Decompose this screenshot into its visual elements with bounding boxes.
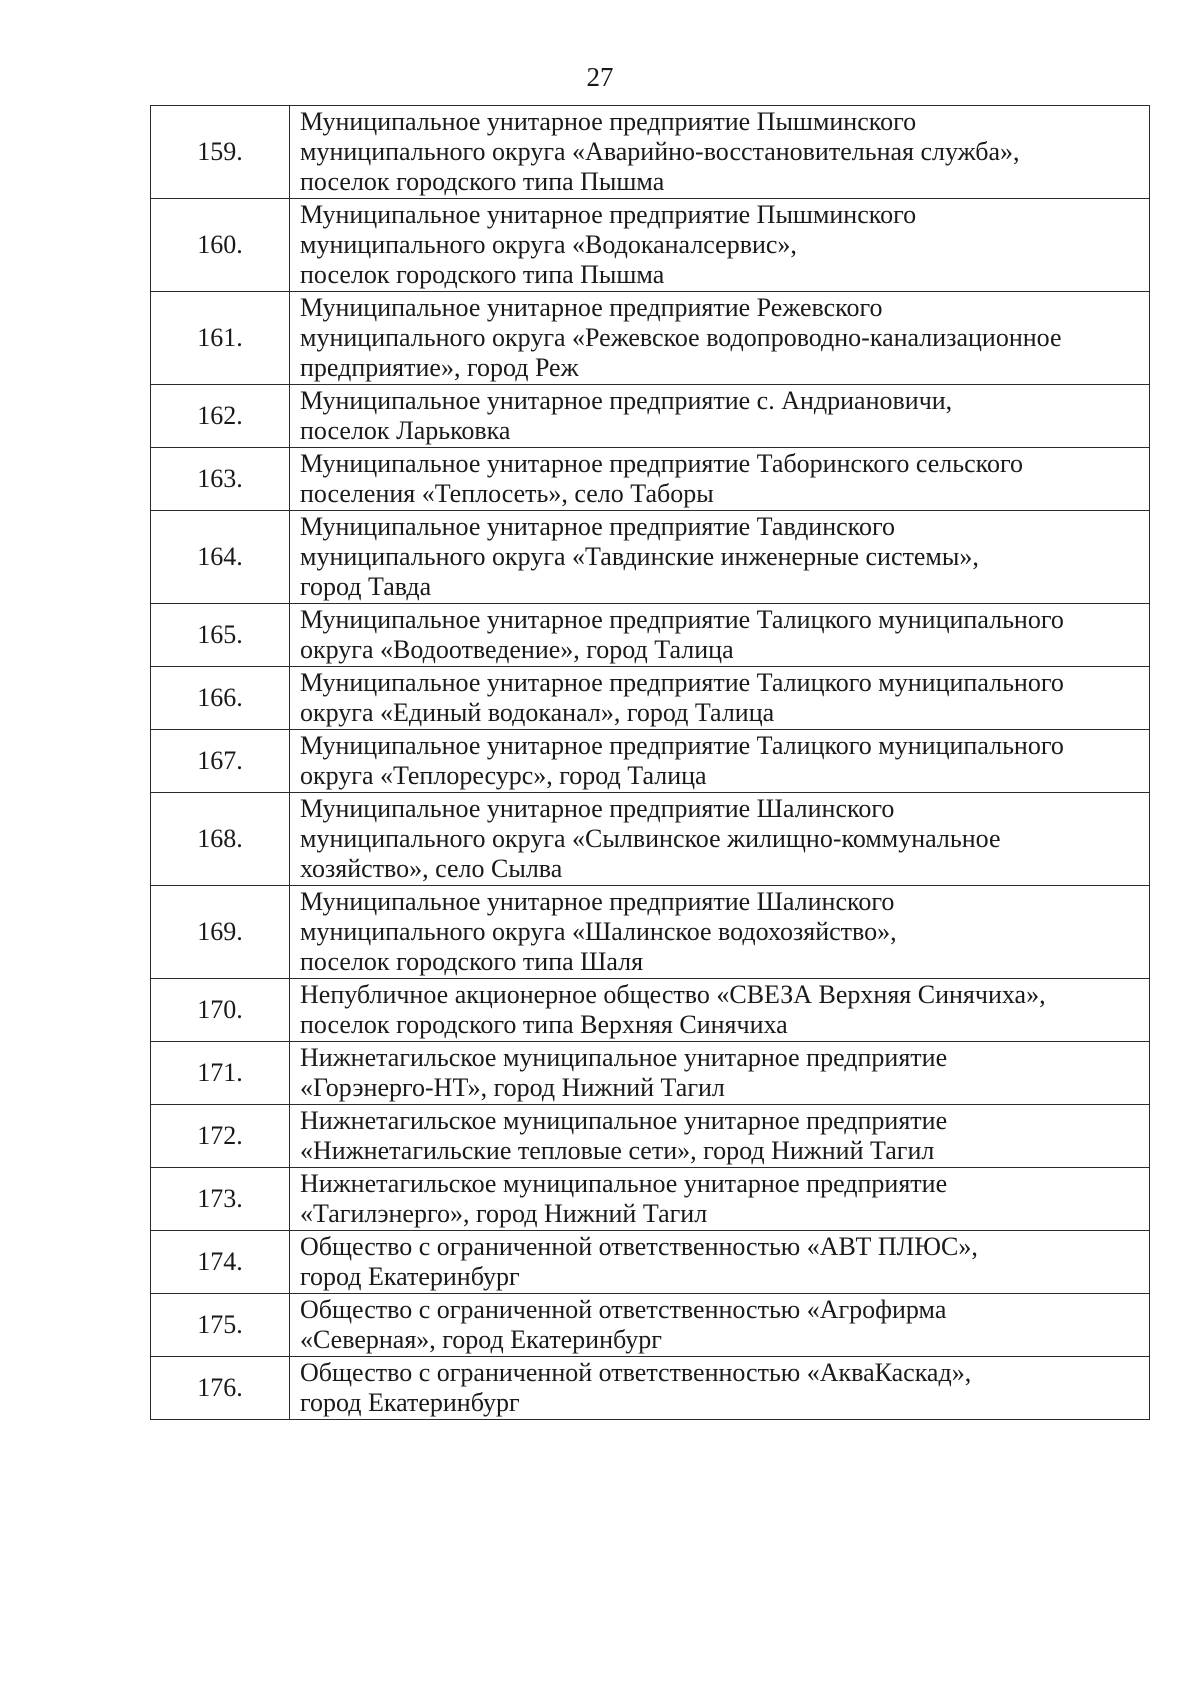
row-number: 175. xyxy=(151,1294,290,1357)
table-row xyxy=(151,1294,1150,1357)
table-row xyxy=(151,886,1150,979)
table-row xyxy=(151,385,1150,448)
table-row xyxy=(151,793,1150,886)
organization-name-line: Муниципальное унитарное предприятие с. Андриановичи, xyxy=(300,386,953,415)
table-row xyxy=(151,199,1150,292)
table-row xyxy=(151,106,1150,199)
row-number: 159. xyxy=(151,106,290,199)
row-number: 162. xyxy=(151,385,290,448)
organization-name xyxy=(290,1294,1150,1357)
organization-name-line: муниципального округа «Водоканалсервис», xyxy=(300,230,797,259)
organization-name-line: хозяйство», село Сылва xyxy=(300,854,563,883)
organization-name xyxy=(290,1105,1150,1168)
organization-name-line: округа «Водоотведение», город Талица xyxy=(300,635,734,664)
table-row xyxy=(151,604,1150,667)
organization-name-line: Общество с ограниченной ответственностью «Агрофирма xyxy=(300,1295,947,1324)
organization-name xyxy=(290,667,1150,730)
organization-name xyxy=(290,730,1150,793)
organization-name-line: поселок городского типа Верхняя Синячиха xyxy=(300,1010,788,1039)
organization-name xyxy=(290,793,1150,886)
organizations-table xyxy=(150,105,1150,1420)
organization-name-line: поселок городского типа Пышма xyxy=(300,260,665,289)
row-number: 174. xyxy=(151,1231,290,1294)
row-number: 170. xyxy=(151,979,290,1042)
organization-name-line: Общество с ограниченной ответственностью «АкваКаскад», xyxy=(300,1358,972,1387)
organization-name xyxy=(290,448,1150,511)
organization-name-line: город Екатеринбург xyxy=(300,1388,520,1417)
row-number: 173. xyxy=(151,1168,290,1231)
table-row xyxy=(151,448,1150,511)
organization-name-line: муниципального округа «Сылвинское жилищно-коммунальное xyxy=(300,824,1001,853)
table-row xyxy=(151,292,1150,385)
row-number: 165. xyxy=(151,604,290,667)
organization-name-line: Муниципальное унитарное предприятие Шалинского xyxy=(300,887,895,916)
organization-name xyxy=(290,1231,1150,1294)
organization-name-line: «Тагилэнерго», город Нижний Тагил xyxy=(300,1199,708,1228)
organization-name-line: Нижнетагильское муниципальное унитарное предприятие xyxy=(300,1169,948,1198)
organization-name-line: «Нижнетагильские тепловые сети», город Нижний Тагил xyxy=(300,1136,935,1165)
organization-name-line: Нижнетагильское муниципальное унитарное предприятие xyxy=(300,1043,948,1072)
row-number: 172. xyxy=(151,1105,290,1168)
organization-name xyxy=(290,292,1150,385)
organization-name xyxy=(290,106,1150,199)
organization-name-line: округа «Единый водоканал», город Талица xyxy=(300,698,775,727)
organizations-table-body xyxy=(151,106,1150,1420)
table-row xyxy=(151,511,1150,604)
row-number: 169. xyxy=(151,886,290,979)
organization-name-line: Муниципальное унитарное предприятие Режевского xyxy=(300,293,883,322)
organization-name xyxy=(290,604,1150,667)
row-number: 168. xyxy=(151,793,290,886)
organization-name-line: «Северная», город Екатеринбург xyxy=(300,1325,662,1354)
table-row xyxy=(151,1168,1150,1231)
organization-name xyxy=(290,886,1150,979)
organization-name-line: город Екатеринбург xyxy=(300,1262,520,1291)
organization-name-line: поселок городского типа Пышма xyxy=(300,167,665,196)
organization-name-line: Муниципальное унитарное предприятие Талицкого муниципального xyxy=(300,605,1064,634)
organization-name xyxy=(290,979,1150,1042)
organization-name xyxy=(290,199,1150,292)
table-row xyxy=(151,979,1150,1042)
organization-name-line: округа «Теплоресурс», город Талица xyxy=(300,761,707,790)
organization-name-line: поселок городского типа Шаля xyxy=(300,947,644,976)
row-number: 164. xyxy=(151,511,290,604)
organization-name-line: «Горэнерго-НТ», город Нижний Тагил xyxy=(300,1073,725,1102)
organization-name xyxy=(290,1042,1150,1105)
organization-name-line: Общество с ограниченной ответственностью «АВТ ПЛЮС», xyxy=(300,1232,978,1261)
page-number: 27 xyxy=(586,62,614,92)
organization-name xyxy=(290,385,1150,448)
row-number: 160. xyxy=(151,199,290,292)
table-row xyxy=(151,1042,1150,1105)
row-number: 167. xyxy=(151,730,290,793)
table-row xyxy=(151,1105,1150,1168)
organization-name-line: муниципального округа «Режевское водопроводно-канализационное xyxy=(300,323,1062,352)
table-row xyxy=(151,730,1150,793)
row-number: 161. xyxy=(151,292,290,385)
table-row xyxy=(151,1357,1150,1420)
organization-name-line: Непубличное акционерное общество «СВЕЗА Верхняя Синячиха», xyxy=(300,980,1046,1009)
organization-name-line: муниципального округа «Тавдинские инженерные системы», xyxy=(300,542,979,571)
organization-name-line: Муниципальное унитарное предприятие Таборинского сельского xyxy=(300,449,1023,478)
organization-name-line: Муниципальное унитарное предприятие Талицкого муниципального xyxy=(300,668,1064,697)
organization-name-line: поселок Ларьковка xyxy=(300,416,511,445)
organization-name-line: Муниципальное унитарное предприятие Талицкого муниципального xyxy=(300,731,1064,760)
organization-name xyxy=(290,511,1150,604)
organization-name xyxy=(290,1357,1150,1420)
row-number: 166. xyxy=(151,667,290,730)
organization-name-line: муниципального округа «Шалинское водохозяйство», xyxy=(300,917,897,946)
organization-name-line: Муниципальное унитарное предприятие Пышминского xyxy=(300,107,917,136)
organization-name-line: Муниципальное унитарное предприятие Пышминского xyxy=(300,200,917,229)
organization-name-line: муниципального округа «Аварийно-восстановительная служба», xyxy=(300,137,1020,166)
organization-name-line: город Тавда xyxy=(300,572,432,601)
table-row xyxy=(151,667,1150,730)
organization-name-line: Муниципальное унитарное предприятие Шалинского xyxy=(300,794,895,823)
organization-name-line: Нижнетагильское муниципальное унитарное предприятие xyxy=(300,1106,948,1135)
organization-name-line: Муниципальное унитарное предприятие Тавдинского xyxy=(300,512,896,541)
organization-name-line: предприятие», город Реж xyxy=(300,353,579,382)
row-number: 171. xyxy=(151,1042,290,1105)
row-number: 163. xyxy=(151,448,290,511)
row-number: 176. xyxy=(151,1357,290,1420)
table-row xyxy=(151,1231,1150,1294)
organization-name xyxy=(290,1168,1150,1231)
organization-name-line: поселения «Теплосеть», село Таборы xyxy=(300,479,714,508)
